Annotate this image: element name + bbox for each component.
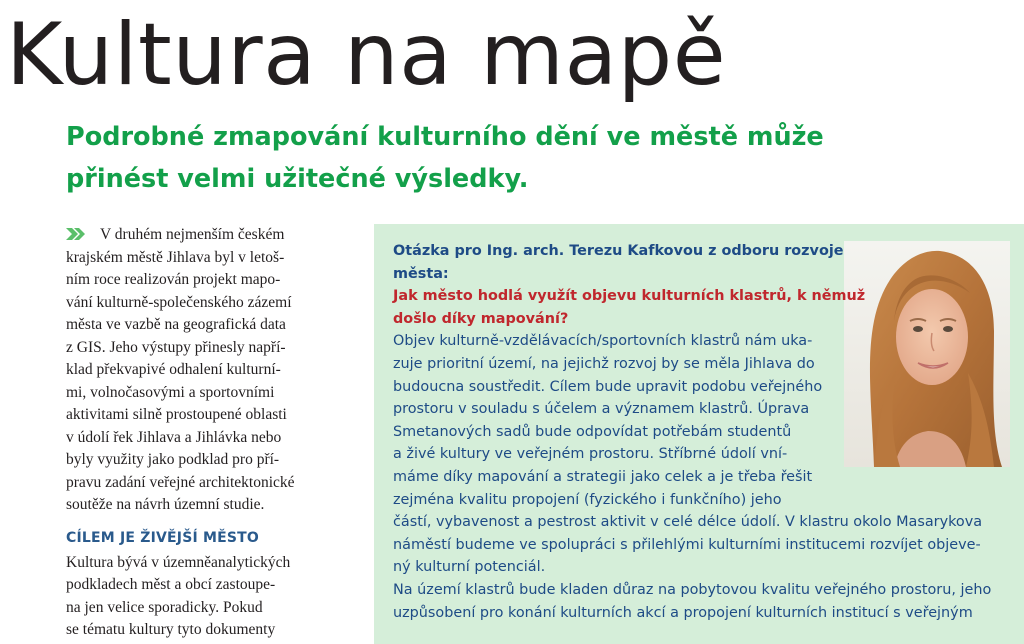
subtitle-line: přinést velmi užitečné výsledky. [66,164,529,194]
double-chevron-right-icon [66,228,86,240]
paragraph-line: v údolí řek Jihlava a Jihlávka nebo [66,428,282,446]
paragraph-line: z GIS. Jeho výstupy přinesly napří- [66,338,286,356]
paragraph-text: V druhém nejmenším českém [100,226,285,243]
answer-line: Objev kulturně-vzdělávacích/sportovních klastrů nám uka- [393,333,813,350]
answer-line: máme díky mapování a strategii jako celek a je třeba řešit [393,468,813,485]
article-title: Kultura na mapě [6,5,727,105]
second-paragraph [66,552,334,642]
paragraph-line: soutěže na návrh územní studie. [66,496,265,513]
interview-text [393,240,991,624]
paragraph-line: aktivitami silně prostoupené oblasti [66,406,287,423]
answer-line: budoucna soustředit. Cílem bude upravit podobu veřejného [393,378,823,395]
question-line: Jak město hodlá využít objevu kulturních klastrů, k němuž [393,288,866,305]
answer-line: zejména kvalitu propojení (fyzického i funkčního) jeho [393,491,782,508]
answer-line: a živé kultury ve veřejném prostoru. Stříbrné údolí vní- [393,446,788,463]
answer-line: ný kulturní potenciál. [393,559,546,576]
paragraph-line: se tématu kultury tyto dokumenty [66,621,276,638]
section-heading: CÍLEM JE ŽIVĚJŠÍ MĚSTO [66,529,259,546]
paragraph-line: vání kulturně-společenského zázemí [66,293,292,311]
paragraph-line [66,224,334,247]
answer-line: uzpůsobení pro konání kulturních akcí a propojení kulturních institucí s veřejným [393,604,973,621]
answer-line: Na území klastrů bude kladen důraz na pobytovou kvalitu veřejného prostoru, jeho [393,581,992,598]
paragraph-line: podkladech měst a obcí zastoupe- [66,576,276,593]
left-column [66,224,334,642]
question-intro-line: Otázka pro Ing. arch. Terezu Kafkovou z odboru rozvoje [393,243,844,259]
intro-paragraph [66,224,334,517]
answer-line: náměstí budeme ve spolupráci s přilehlými kulturními institucemi rozvíjet objeve- [393,536,981,553]
paragraph-line: města ve vazbě na geografická data [66,316,286,333]
article-subtitle [66,116,866,200]
paragraph-line: byly využity jako podklad pro pří- [66,451,280,468]
paragraph-line: ním roce realizován projekt mapo- [66,271,281,288]
answer-line: zuje prioritní území, na jejichž rozvoj by se měla Jihlava do [393,355,815,372]
answer-line: prostoru v souladu s účelem a významem klastrů. Úprava [393,401,810,418]
question-line: došlo díky mapování? [393,310,569,327]
answer-line: Smetanových sadů bude odpovídat potřebám studentů [393,423,792,440]
question-intro-line: města: [393,265,449,282]
paragraph-line: Kultura bývá v územněanalytických [66,553,291,571]
paragraph-line: mi, volnočasovými a sportovními [66,383,275,401]
paragraph-line: na jen velice sporadicky. Pokud [66,598,263,616]
paragraph-line: krajském městě Jihlava byl v letoš- [66,248,285,266]
subtitle-line: Podrobné zmapování kulturního dění ve městě může [66,122,824,152]
paragraph-line: klad překvapivé odhalení kulturní- [66,361,281,378]
paragraph-line: pravu zadání veřejné architektonické [66,473,295,491]
answer-line: částí, vybavenost a pestrost aktivit v celé délce údolí. V klastru okolo Masarykova [393,514,983,531]
